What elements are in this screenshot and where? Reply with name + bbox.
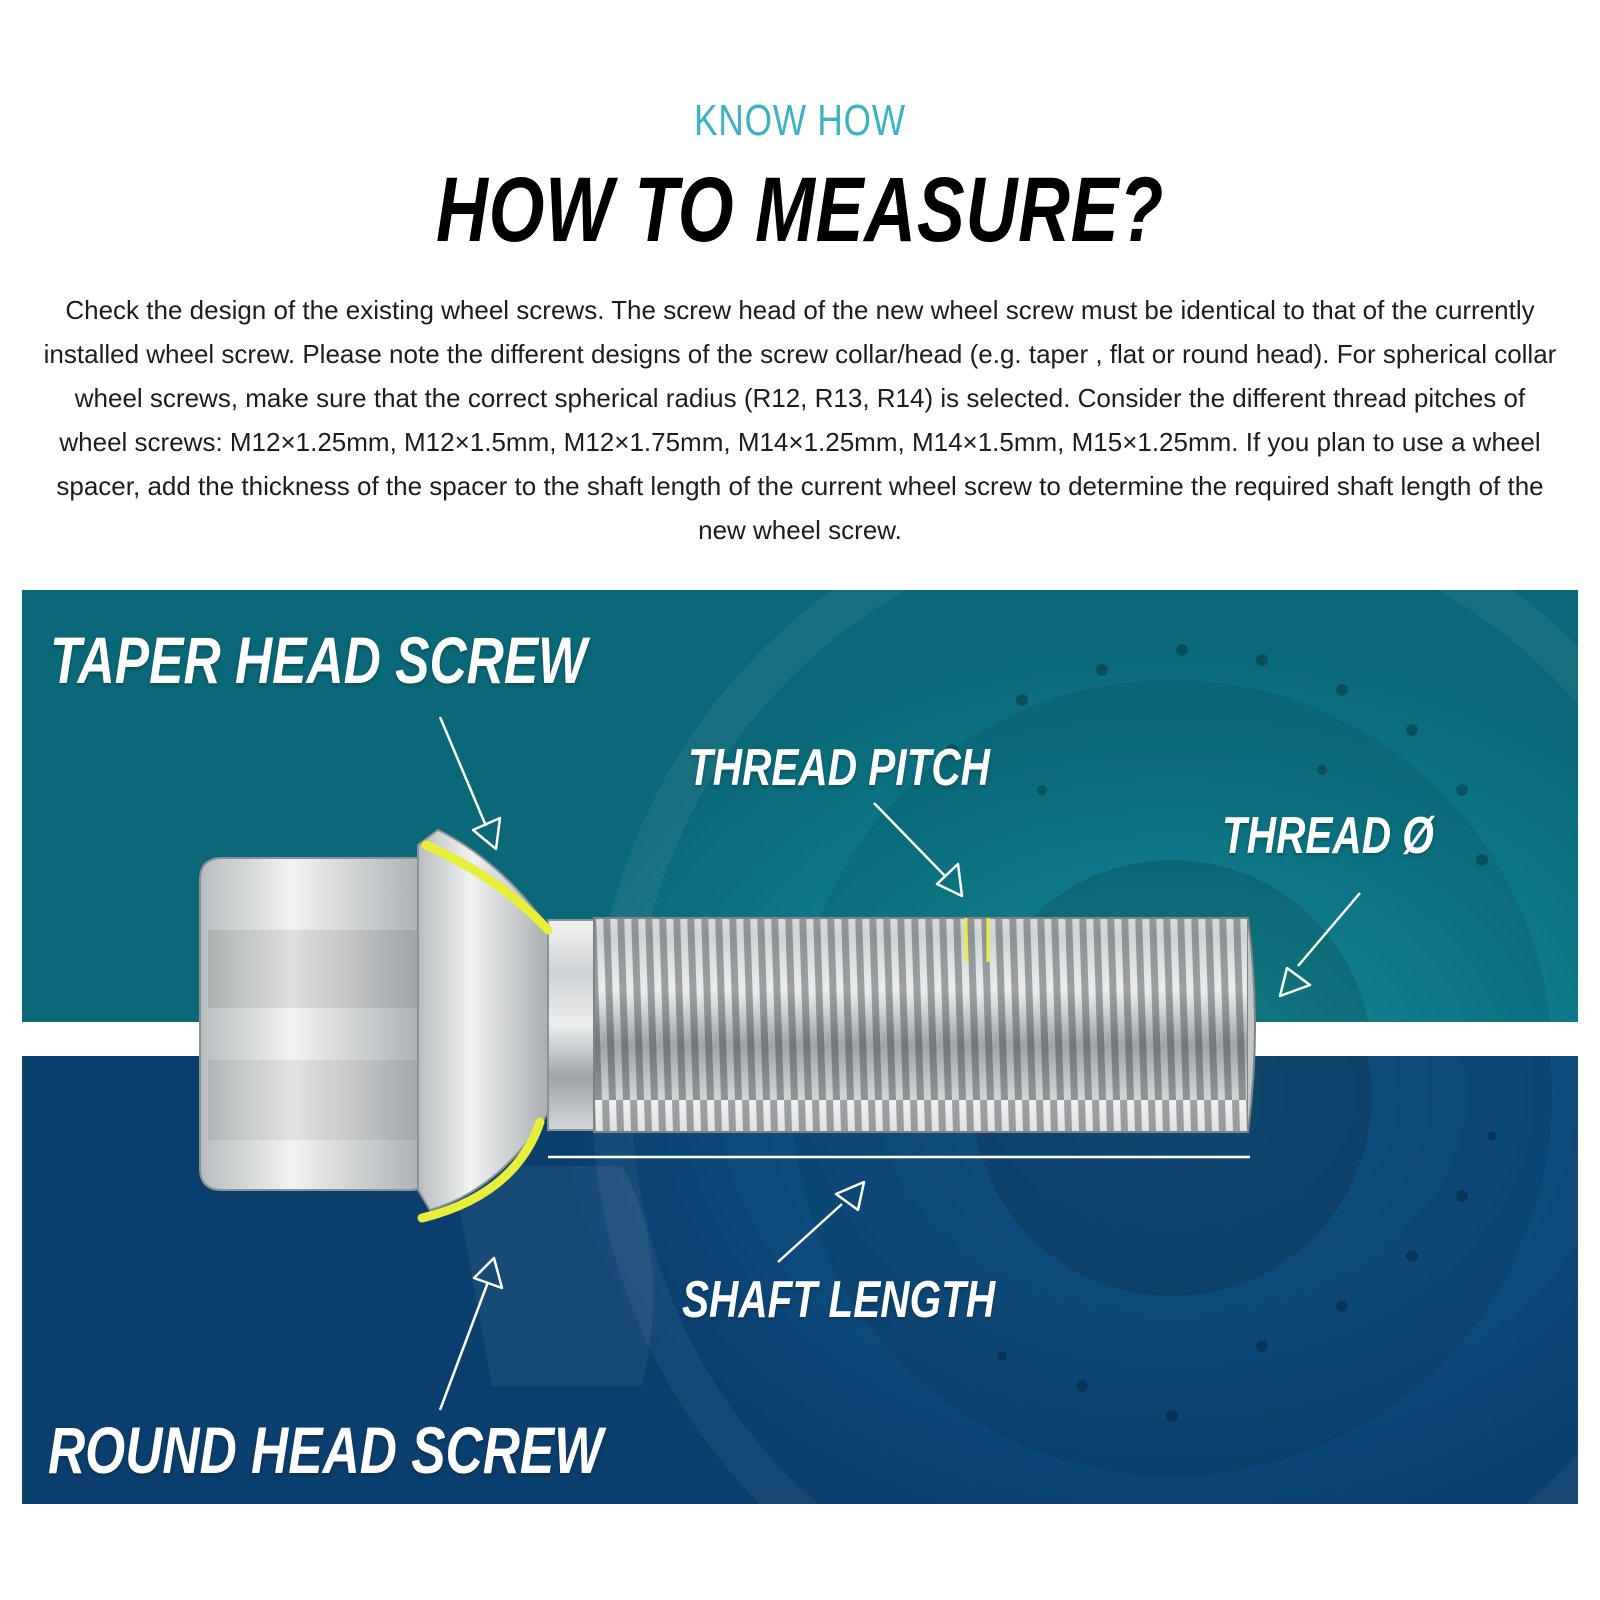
taper-head-arrow-icon <box>440 717 500 849</box>
shaft-length-label: SHAFT LENGTH <box>682 1271 996 1329</box>
round-head-arrow-icon <box>440 1258 502 1410</box>
taper-head-screw-label: TAPER HEAD SCREW <box>50 623 587 697</box>
screw-shaft <box>548 918 1255 1132</box>
thread-pitch-arrow-icon <box>874 803 962 896</box>
page-title: HOW TO MEASURE? <box>436 159 1164 261</box>
thread-diameter-label: THREAD Ø <box>1222 807 1434 865</box>
description-text: Check the design of the existing wheel screws. The screw head of the new wheel screw must be identical to that of the currently installed wheel screw. Please note the different designs of the screw collar/head (e.g. taper , flat or round head). For spherical collar wheel screws, make sure that the correct spherical radius (R12, R13, R14) is selected. Consider the different thread pitches of wheel screws: M12×1.25mm, M12×1.5mm, M12×1.75mm, M14×1.25mm, M14×1.5mm, M15×1.25mm. If you plan to use a wheel spacer, add the thickness of the spacer to the shaft length of the current wheel screw to determine the required shaft length of the new wheel screw. <box>43 295 1557 545</box>
round-head-screw-label: ROUND HEAD SCREW <box>48 1413 603 1487</box>
shaft-length-arrow-icon <box>778 1182 864 1262</box>
eyebrow-label: KNOW HOW <box>694 96 906 145</box>
thread-pitch-label: THREAD PITCH <box>688 739 990 797</box>
thread-diameter-arrow-icon <box>1280 893 1360 996</box>
